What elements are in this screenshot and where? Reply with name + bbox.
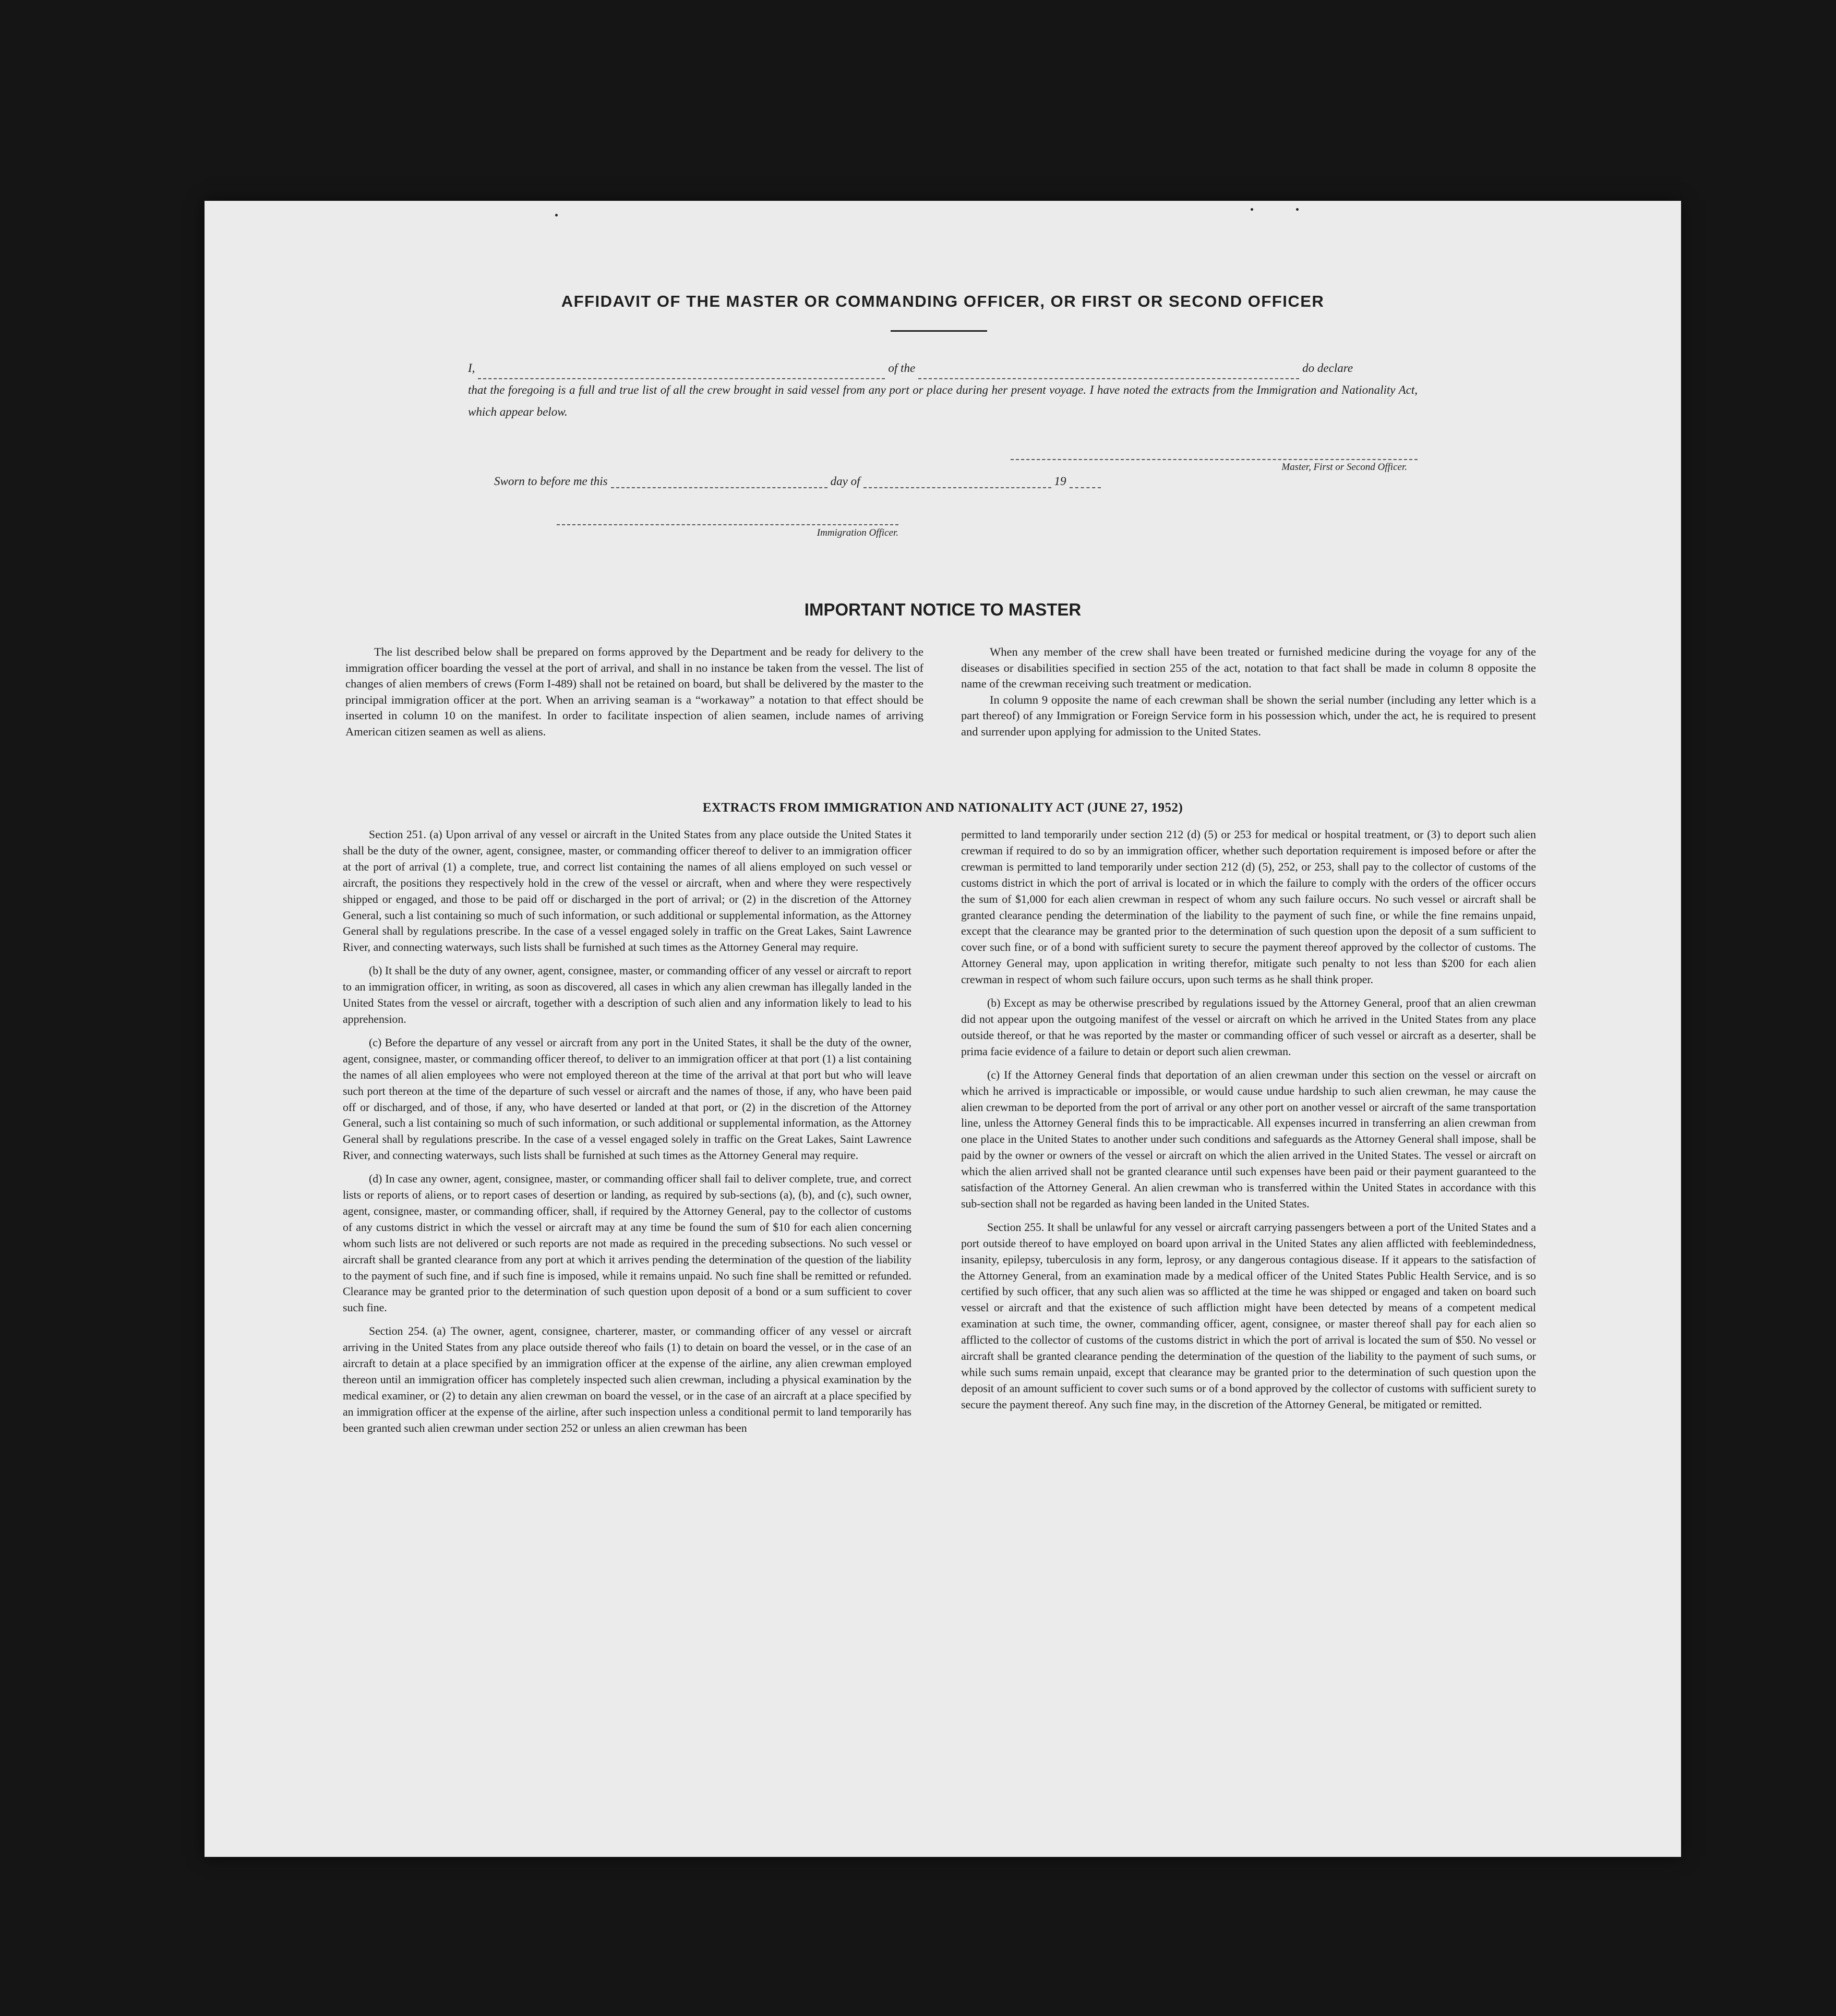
extracts-right-column xyxy=(961,827,1536,1420)
scan-speck xyxy=(1296,208,1299,211)
declarant-line xyxy=(468,357,1418,379)
of-the-label: of the xyxy=(888,361,916,375)
scan-speck xyxy=(1251,208,1253,211)
affidavit-title: AFFIDAVIT OF THE MASTER OR COMMANDING OFFICER, OR FIRST OR SECOND OFFICER xyxy=(561,292,1325,310)
section-254-b: (b) Except as may be otherwise prescribed by regulations issued by the Attorney General, proof that an alien crewman did not appear upon the outgoing manifest of the vessel or aircraft on which he arrived in the United States from any place outside thereof, or that he was reported by the master or commanding officer of such vessel or aircraft as a deserter, shall be prima facie evidence of a failure to detain or deport such alien crewman. xyxy=(961,997,1536,1058)
section-254-a-continued: permitted to land temporarily under section 212 (d) (5) or 253 for medical or hospital treatment, or (3) to deport such alien crewman if required to do so by an immigration officer, whether such deportation requirement is imposed before or after the crewman is permitted to land temporarily under section 212 (d) (5), 252, or 253, shall pay to the collector of customs of the customs district in which the port of arrival is located or in which the failure to comply with the orders of the officer occurs the sum of $1,000 for each alien crewman in respect of whom any such failure occurs. No such vessel or aircraft shall be granted clearance pending the determination of the liability to the payment of such fine, or while the fine remains unpaid, except that the clearance may be granted prior to the determination of such question upon the deposit of a sum sufficient to cover such fine, or of a bond with sufficient surety to secure the payment thereof approved by the collector of customs. The Attorney General may, upon application in writing therefor, mitigate such penalty to not less than $200 for each alien crewman in respect of whom such failure occurs, upon such terms as he shall think proper. xyxy=(961,828,1536,986)
master-signature-caption: Master, First or Second Officer. xyxy=(1281,462,1407,473)
declaration-text: that the foregoing is a full and true list of all the crew brought in said vessel from any port or place during her present voyage. I have noted the extracts from the Immigration and Nationality Act, which appear below. xyxy=(468,383,1418,418)
sworn-year-blank-field[interactable] xyxy=(1070,481,1101,488)
extracts-left-column xyxy=(343,827,911,1444)
section-251-b: (b) It shall be the duty of any owner, agent, consignee, master, or commanding officer of any vessel or aircraft to report to an immigration officer, in writing, as soon as discovered, all cases in which any alien crewman has illegally landed in the United States from the vessel or aircraft, together with a description of such alien and any information likely to lead to his apprehension. xyxy=(343,964,911,1025)
notice-title: IMPORTANT NOTICE TO MASTER xyxy=(804,600,1082,619)
notice-paragraph: The list described below shall be prepared on forms approved by the Department and be ready for delivery to the immigration officer boarding the vessel at the port of arrival, and shall in no instance be taken from the vessel. The list of changes of alien members of crews (Form I-489) shall not be retained on board, but shall be delivered by the master to the principal immigration officer at the port. When an arriving seaman is a “workaway” a notation to that effect should be inserted in column 10 on the manifest. In order to facilitate inspection of alien seamen, include names of arriving American citizen seamen as well as aliens. xyxy=(345,645,923,738)
vessel-blank-field[interactable] xyxy=(918,372,1299,379)
immigration-officer-caption: Immigration Officer. xyxy=(817,527,898,538)
sworn-month-blank-field[interactable] xyxy=(863,481,1051,488)
declaration-block xyxy=(468,357,1418,423)
do-declare-label: do declare xyxy=(1302,361,1353,375)
title-divider xyxy=(891,330,987,332)
notice-left-column xyxy=(345,644,923,740)
name-blank-field[interactable] xyxy=(478,372,885,379)
section-251-a: Section 251. (a) Upon arrival of any vessel or aircraft in the United States from any place outside the United States it shall be the duty of the owner, agent, consignee, master, or commanding officer thereof to deliver to an immigration officer at the port of arrival (1) a complete, true, and correct list containing the names of all aliens employed on such vessel or aircraft, the positions they respectively hold in the crew of the vessel or aircraft, when and where they were respectively shipped or engaged, and those to be paid off or discharged in the port of arrival; or (2) in the discretion of the Attorney General, such a list containing so much of such information, or such additional or supplemental information, as the Attorney General shall by regulations prescribe. In the case of a vessel engaged solely in traffic on the Great Lakes, Saint Lawrence River, and connecting waterways, such lists shall be furnished at such times as the Attorney General may require. xyxy=(343,828,911,954)
day-of-label: day of xyxy=(830,475,860,488)
section-251-d: (d) In case any owner, agent, consignee, master, or commanding officer shall fail to deliver complete, true, and correct lists or reports of aliens, or to report cases of desertion or landing, as required by sub-sections (a), (b), and (c), such owner, agent, consignee, master, or commanding officer, shall, if required by the Attorney General, pay to the collector of customs of any customs district in which the vessel or aircraft may at any time be found the sum of $10 for each alien concerning whom such lists are not delivered or such reports are not made as required in the preceding subsections. No such vessel or aircraft shall be granted clearance from any port at which it arrives pending the determination of the question of the liability to the payment of such fine, and if such fine is imposed, while it remains unpaid. No such fine shall be remitted or refunded. Clearance may be granted prior to the determination of such question upon deposit of a bond or a sum sufficient to cover such fine. xyxy=(343,1173,911,1314)
document-page xyxy=(205,201,1681,1857)
i-label: I, xyxy=(468,361,475,375)
section-254-c: (c) If the Attorney General finds that deportation of an alien crewman under this section on the vessel or aircraft on which he arrived is impracticable or impossible, or would cause undue hardship to such alien crewman, he may cause the alien crewman to be deported from the port of arrival or any other port on another vessel or aircraft of the same transportation line, unless the Attorney General finds this to be impracticable. All expenses incurred in transferring an alien crewman from one place in the United States to another under such conditions and safeguards as the Attorney General shall impose, shall be paid by the owner or owners of the vessel or aircraft on which the alien arrived in the United States. The vessel or aircraft on which the alien arrived shall not be granted clearance until such expenses have been paid or their payment guaranteed to the satisfaction of the Attorney General. An alien crewman who is transferred within the United States in accordance with this sub-section shall not be regarded as having been landed in the United States. xyxy=(961,1068,1536,1210)
notice-paragraph: When any member of the crew shall have been treated or furnished medicine during the voyage for any of the diseases or disabilities specified in section 255 of the act, notation to that fact shall be made in column 8 opposite the name of the crewman receiving such treatment or medication. xyxy=(961,645,1536,690)
sworn-day-blank-field[interactable] xyxy=(611,481,827,488)
section-255: Section 255. It shall be unlawful for any vessel or aircraft carrying passengers between a port of the United States and a port outside thereof to have employed on board upon arrival in the United States any alien afflicted with feeblemindedness, insanity, epilepsy, tuberculosis in any form, leprosy, or any dangerous contagious disease. If it appears to the satisfaction of the Attorney General, from an examination made by a medical officer of the United States Public Health Service, and is so certified by such officer, that any such alien was so afflicted at the time he was shipped or engaged and taken on board such vessel or aircraft and that the existence of such affliction might have been detected by means of a competent medical examination at such time, the owner, commanding officer, agent, consignee, or master thereof shall pay for each alien so afflicted to the collector of customs of the customs district in which the port of arrival is located the sum of $50. No vessel or aircraft shall be granted clearance pending the determination of the question of the liability to the payment of such sums, or while such sums remain unpaid, except that clearance may be granted prior to the determination of such question upon the deposit of an amount sufficient to cover such sums or of a bond approved by the collector of customs with sufficient surety to secure the payment thereof. Any such fine may, in the discretion of the Attorney General, be mitigated or remitted. xyxy=(961,1221,1536,1411)
notice-paragraph: In column 9 opposite the name of each crewman shall be shown the serial number (including any letter which is a part thereof) of any Immigration or Foreign Service form in his possession which, under the act, he is required to present and surrender upon applying for admission to the United States. xyxy=(961,693,1536,738)
extracts-title: EXTRACTS FROM IMMIGRATION AND NATIONALITY ACT (JUNE 27, 1952) xyxy=(702,801,1183,815)
master-signature-line[interactable] xyxy=(1011,459,1418,460)
notice-right-column xyxy=(961,644,1536,740)
sworn-line xyxy=(494,475,1225,488)
section-251-c: (c) Before the departure of any vessel or aircraft from any port in the United States, it shall be the duty of the owner, agent, consignee, master, or commanding officer thereof, to deliver to an immigration officer at that port (1) a list containing the names of all alien employees who were not employed thereon at the time of the arrival at that port but who will leave such port thereon at the time of the departure of such vessel or aircraft and the names of those, if any, who have been paid off or discharged, and of those, if any, who have deserted or landed at that port, or (2) in the discretion of the Attorney General, such a list containing so much of such information, or such additional or supplemental information, as the Attorney General shall by regulations prescribe. In the case of a vessel engaged solely in traffic on the Great Lakes, Saint Lawrence River, and connecting waterways, such lists shall be furnished at such times as the Attorney General may require. xyxy=(343,1036,911,1162)
immigration-officer-signature-line[interactable] xyxy=(557,524,898,525)
sworn-label: Sworn to before me this xyxy=(494,475,608,488)
section-254-a: Section 254. (a) The owner, agent, consignee, charterer, master, or commanding officer of any vessel or aircraft arriving in the United States from any place outside thereof who fails (1) to detain on board the vessel, or in the case of an aircraft to detain at a place specified by an immigration officer at the expense of the airline, any alien crewman employed thereon until an immigration officer has completely inspected such alien crewman, including a physical examination by the medical examiner, or (2) to detain any alien crewman on board the vessel, or in the case of an aircraft at a place specified by an immigration officer at the expense of the airline, after such inspection unless a conditional permit to land temporarily has been granted such alien crewman under section 252 or unless an alien crewman has been xyxy=(343,1325,911,1434)
year-label: 19 xyxy=(1054,475,1066,488)
scan-speck xyxy=(555,214,558,216)
